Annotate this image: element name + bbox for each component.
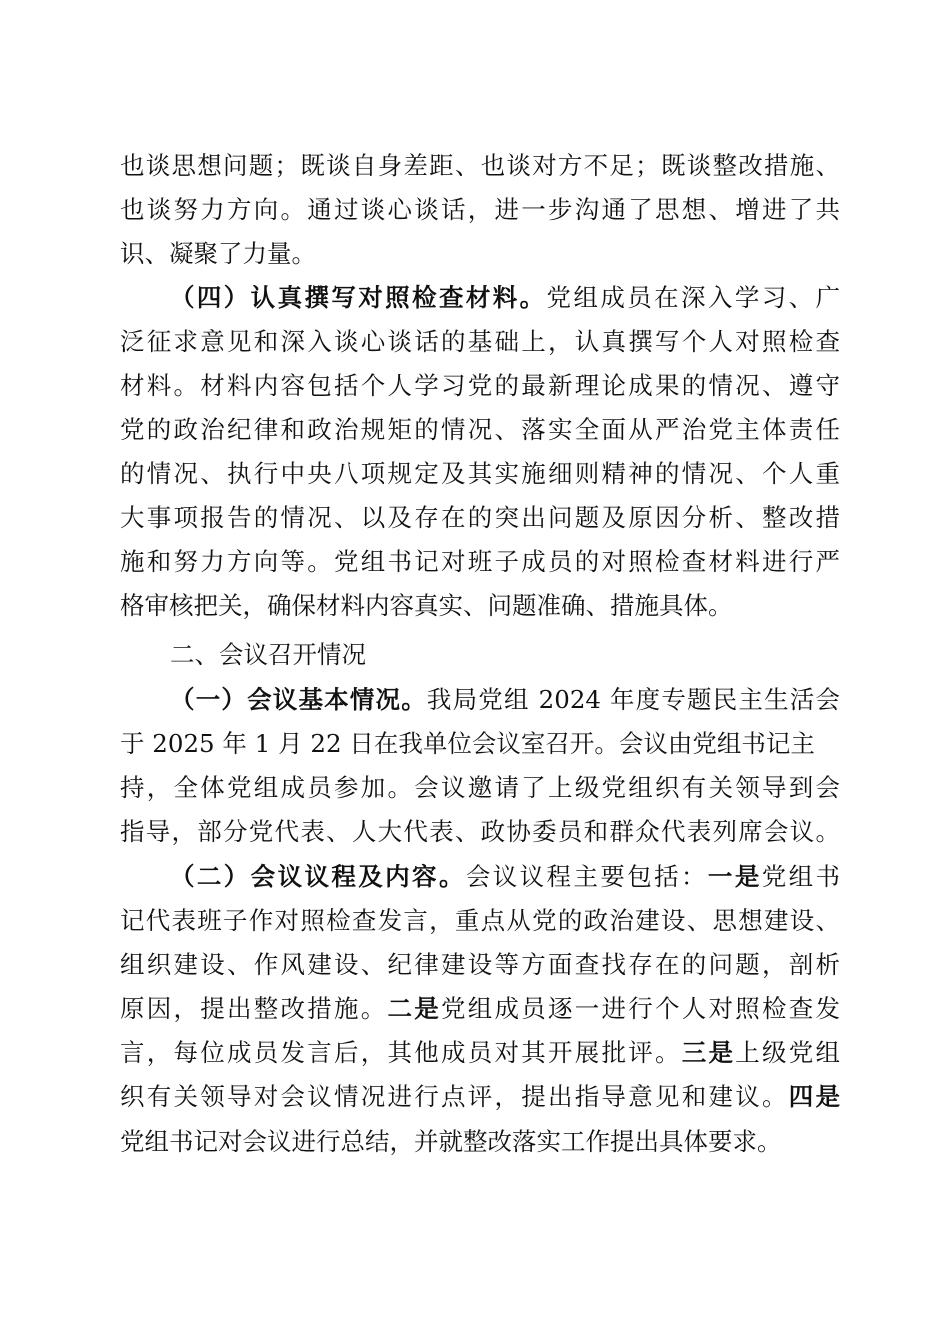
body-text: 会议议程主要包括： bbox=[465, 862, 708, 891]
text-line bbox=[120, 364, 840, 408]
body-text: 党组书 bbox=[761, 862, 841, 891]
body-text: 识、凝聚了力量。 bbox=[120, 239, 316, 268]
text-line bbox=[120, 232, 840, 276]
body-text: 也谈努力方向。通过谈心谈话，进一步沟通了思想、增进了共 bbox=[120, 195, 840, 224]
text-line bbox=[120, 584, 840, 628]
text-line bbox=[170, 678, 840, 722]
text-line bbox=[120, 496, 840, 540]
body-text: 持，全体党组成员参加。会议邀请了上级党组织有关领导到会 bbox=[120, 773, 840, 802]
bold-text: （四）认真撰写对照检查材料。 bbox=[170, 283, 547, 312]
text-line bbox=[120, 408, 840, 452]
body-text: 格审核把关，确保材料内容真实、问题准确、措施具体。 bbox=[120, 591, 733, 620]
text-line bbox=[120, 188, 840, 232]
body-text: 也谈思想问题；既谈自身差距、也谈对方不足；既谈整改措施、 bbox=[120, 151, 840, 180]
text-line bbox=[120, 987, 840, 1031]
text-line bbox=[120, 1075, 840, 1119]
text-line bbox=[120, 766, 840, 810]
text-line bbox=[120, 1031, 840, 1075]
text-line bbox=[120, 540, 840, 584]
body-text: 原因，提出整改措施。 bbox=[120, 994, 388, 1023]
body-text: 记代表班子作对照检查发言，重点从党的政治建设、思想建设、 bbox=[120, 906, 840, 935]
text-line bbox=[120, 943, 840, 987]
text-line bbox=[120, 320, 840, 364]
bold-text: （二）会议议程及内容。 bbox=[170, 862, 466, 891]
text-line bbox=[170, 855, 840, 899]
bold-text: 四是 bbox=[788, 1082, 840, 1111]
text-line bbox=[120, 1120, 840, 1164]
body-text: 织有关领导对会议情况进行点评，提出指导意见和建议。 bbox=[120, 1082, 789, 1111]
text-line bbox=[120, 144, 840, 188]
body-text: 党组书记对会议进行总结，并就整改落实工作提出具体要求。 bbox=[120, 1127, 782, 1156]
body-text: 党的政治纪律和政治规矩的情况、落实全面从严治党主体责任 bbox=[120, 415, 840, 444]
text-line bbox=[120, 810, 840, 854]
body-text: 于 2025 年 1 月 22 日在我单位会议室召开。会议由党组书记主 bbox=[120, 729, 815, 758]
body-text: 指导，部分党代表、人大代表、政协委员和群众代表列席会议。 bbox=[120, 817, 840, 846]
body-text: 党组成员在深入学习、广 bbox=[546, 283, 841, 312]
text-line bbox=[120, 899, 840, 943]
bold-text: 二是 bbox=[387, 994, 441, 1023]
body-text: 施和努力方向等。党组书记对班子成员的对照检查材料进行严 bbox=[120, 547, 840, 576]
body-text: 我局党组 2024 年度专题民主生活会 bbox=[426, 685, 840, 714]
text-line bbox=[170, 276, 840, 320]
bold-text: （一）会议基本情况。 bbox=[170, 685, 427, 714]
body-text: 泛征求意见和深入谈心谈话的基础上，认真撰写个人对照检查 bbox=[120, 327, 840, 356]
bold-text: 一是 bbox=[707, 862, 762, 891]
text-line bbox=[120, 452, 840, 496]
text-line bbox=[170, 633, 840, 677]
body-text: 材料。材料内容包括个人学习党的最新理论成果的情况、遵守 bbox=[120, 371, 840, 400]
bold-text: 三是 bbox=[681, 1038, 736, 1067]
body-text: 大事项报告的情况、以及存在的突出问题及原因分析、整改措 bbox=[120, 503, 840, 532]
text-line bbox=[120, 722, 840, 766]
body-text: 上级党组 bbox=[735, 1038, 840, 1067]
body-text: 言，每位成员发言后，其他成员对其开展批评。 bbox=[120, 1038, 682, 1067]
body-text: 二、会议召开情况 bbox=[170, 640, 366, 669]
body-text: 的情况、执行中央八项规定及其实施细则精神的情况、个人重 bbox=[120, 459, 840, 488]
body-text: 党组成员逐一进行个人对照检查发 bbox=[441, 994, 840, 1023]
body-text: 组织建设、作风建设、纪律建设等方面查找存在的问题，剖析 bbox=[120, 950, 840, 979]
